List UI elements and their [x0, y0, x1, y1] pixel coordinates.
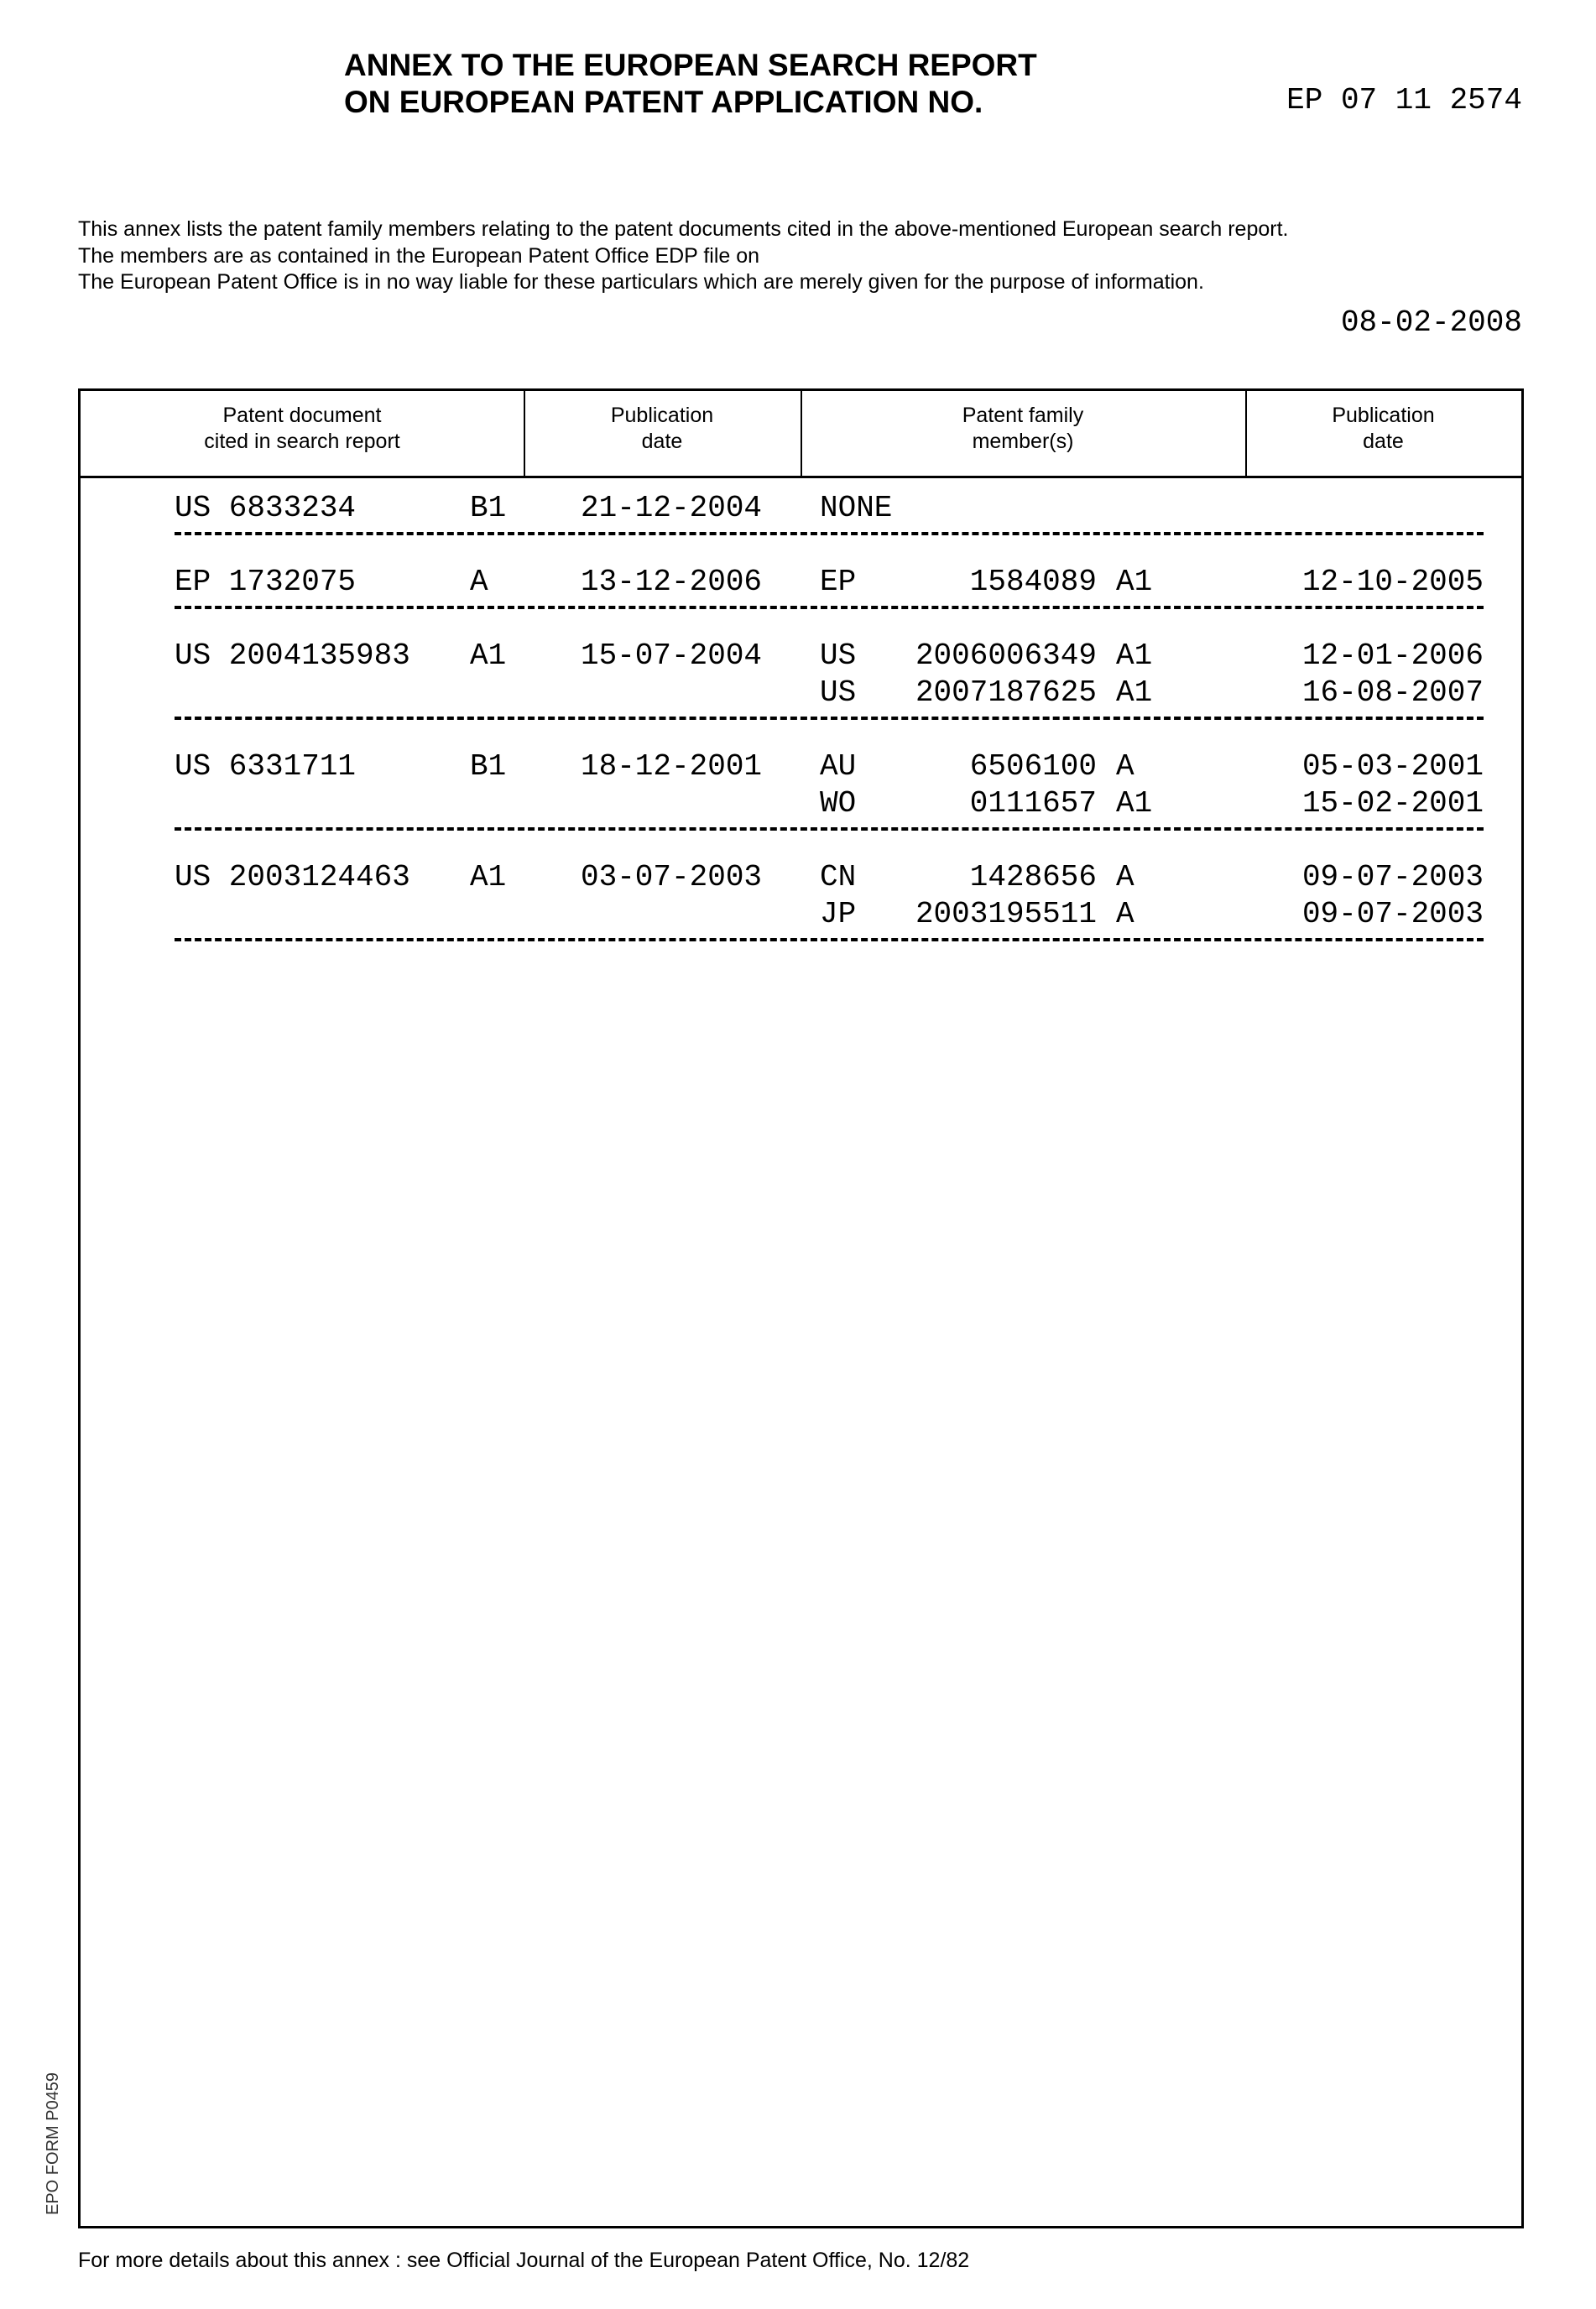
cited-publication-date: 21-12-2004	[581, 492, 762, 525]
member-number: 1428656	[970, 861, 1097, 894]
report-date: 08-02-2008	[1341, 306, 1522, 340]
cited-document: US 6833234	[175, 492, 356, 525]
form-number-label: EPO FORM P0459	[44, 2072, 63, 2215]
member-country: US	[820, 676, 856, 710]
header-cited-document	[81, 403, 524, 455]
member-number: 0111657	[970, 787, 1097, 821]
member-number: 2007187625	[915, 676, 1097, 710]
cited-kind-code: B1	[470, 750, 506, 784]
header-text: member(s)	[801, 429, 1245, 455]
cited-document: EP 1732075	[175, 566, 356, 599]
application-number: EP 07 11 2574	[1286, 84, 1522, 117]
cited-kind-code: A1	[470, 639, 506, 673]
member-number: 6506100	[970, 750, 1097, 784]
member-country: JP	[820, 898, 856, 931]
member-publication-date: 05-03-2001	[1302, 750, 1484, 784]
member-publication-date: 09-07-2003	[1302, 861, 1484, 894]
member-publication-date: 15-02-2001	[1302, 787, 1484, 821]
cited-publication-date: 15-07-2004	[581, 639, 762, 673]
member-kind-code: A1	[1116, 676, 1152, 710]
row-separator	[175, 532, 1484, 535]
member-kind-code: A1	[1116, 787, 1152, 821]
cited-publication-date: 13-12-2006	[581, 566, 762, 599]
member-kind-code: A1	[1116, 639, 1152, 673]
cited-document: US 2004135983	[175, 639, 410, 673]
member-country: CN	[820, 861, 856, 894]
member-country: AU	[820, 750, 856, 784]
cited-document: US 2003124463	[175, 861, 410, 894]
header-family-members	[801, 403, 1245, 455]
member-kind-code: A	[1116, 750, 1134, 784]
header-member-publication-date	[1245, 403, 1521, 455]
intro-line-3: The European Patent Office is in no way liable for these particulars which are merely given for the purpose of information.	[78, 269, 1204, 294]
header-text: date	[1245, 429, 1521, 455]
member-kind-code: A	[1116, 861, 1134, 894]
report-title-line2: ON EUROPEAN PATENT APPLICATION NO.	[344, 86, 983, 119]
member-country: EP	[820, 566, 856, 599]
cited-publication-date: 03-07-2003	[581, 861, 762, 894]
row-separator	[175, 827, 1484, 831]
member-publication-date: 16-08-2007	[1302, 676, 1484, 710]
member-country: US	[820, 639, 856, 673]
cited-kind-code: A1	[470, 861, 506, 894]
header-divider	[81, 476, 1521, 478]
report-title-line1: ANNEX TO THE EUROPEAN SEARCH REPORT	[344, 49, 1037, 82]
member-publication-date: 09-07-2003	[1302, 898, 1484, 931]
member-kind-code: A1	[1116, 566, 1152, 599]
member-number: 2006006349	[915, 639, 1097, 673]
member-country: NONE	[820, 492, 892, 525]
member-number: 1584089	[970, 566, 1097, 599]
intro-line-1: This annex lists the patent family members relating to the patent documents cited in the above-mentioned European search report.	[78, 216, 1288, 242]
header-text: date	[524, 429, 801, 455]
member-country: WO	[820, 787, 856, 821]
header-text: Publication	[524, 403, 801, 429]
row-separator	[175, 717, 1484, 720]
cited-kind-code: B1	[470, 492, 506, 525]
member-publication-date: 12-01-2006	[1302, 639, 1484, 673]
member-number: 2003195511	[915, 898, 1097, 931]
header-text: cited in search report	[81, 429, 524, 455]
cited-publication-date: 18-12-2001	[581, 750, 762, 784]
header-publication-date	[524, 403, 801, 455]
header-text: Publication	[1245, 403, 1521, 429]
intro-line-2: The members are as contained in the European Patent Office EDP file on	[78, 243, 759, 268]
cited-kind-code: A	[470, 566, 488, 599]
row-separator	[175, 938, 1484, 941]
row-separator	[175, 606, 1484, 609]
header-text: Patent family	[801, 403, 1245, 429]
cited-document: US 6331711	[175, 750, 356, 784]
footer-note: For more details about this annex : see Official Journal of the European Patent Office, No. 12/82	[78, 2249, 969, 2273]
header-text: Patent document	[81, 403, 524, 429]
member-publication-date: 12-10-2005	[1302, 566, 1484, 599]
member-kind-code: A	[1116, 898, 1134, 931]
